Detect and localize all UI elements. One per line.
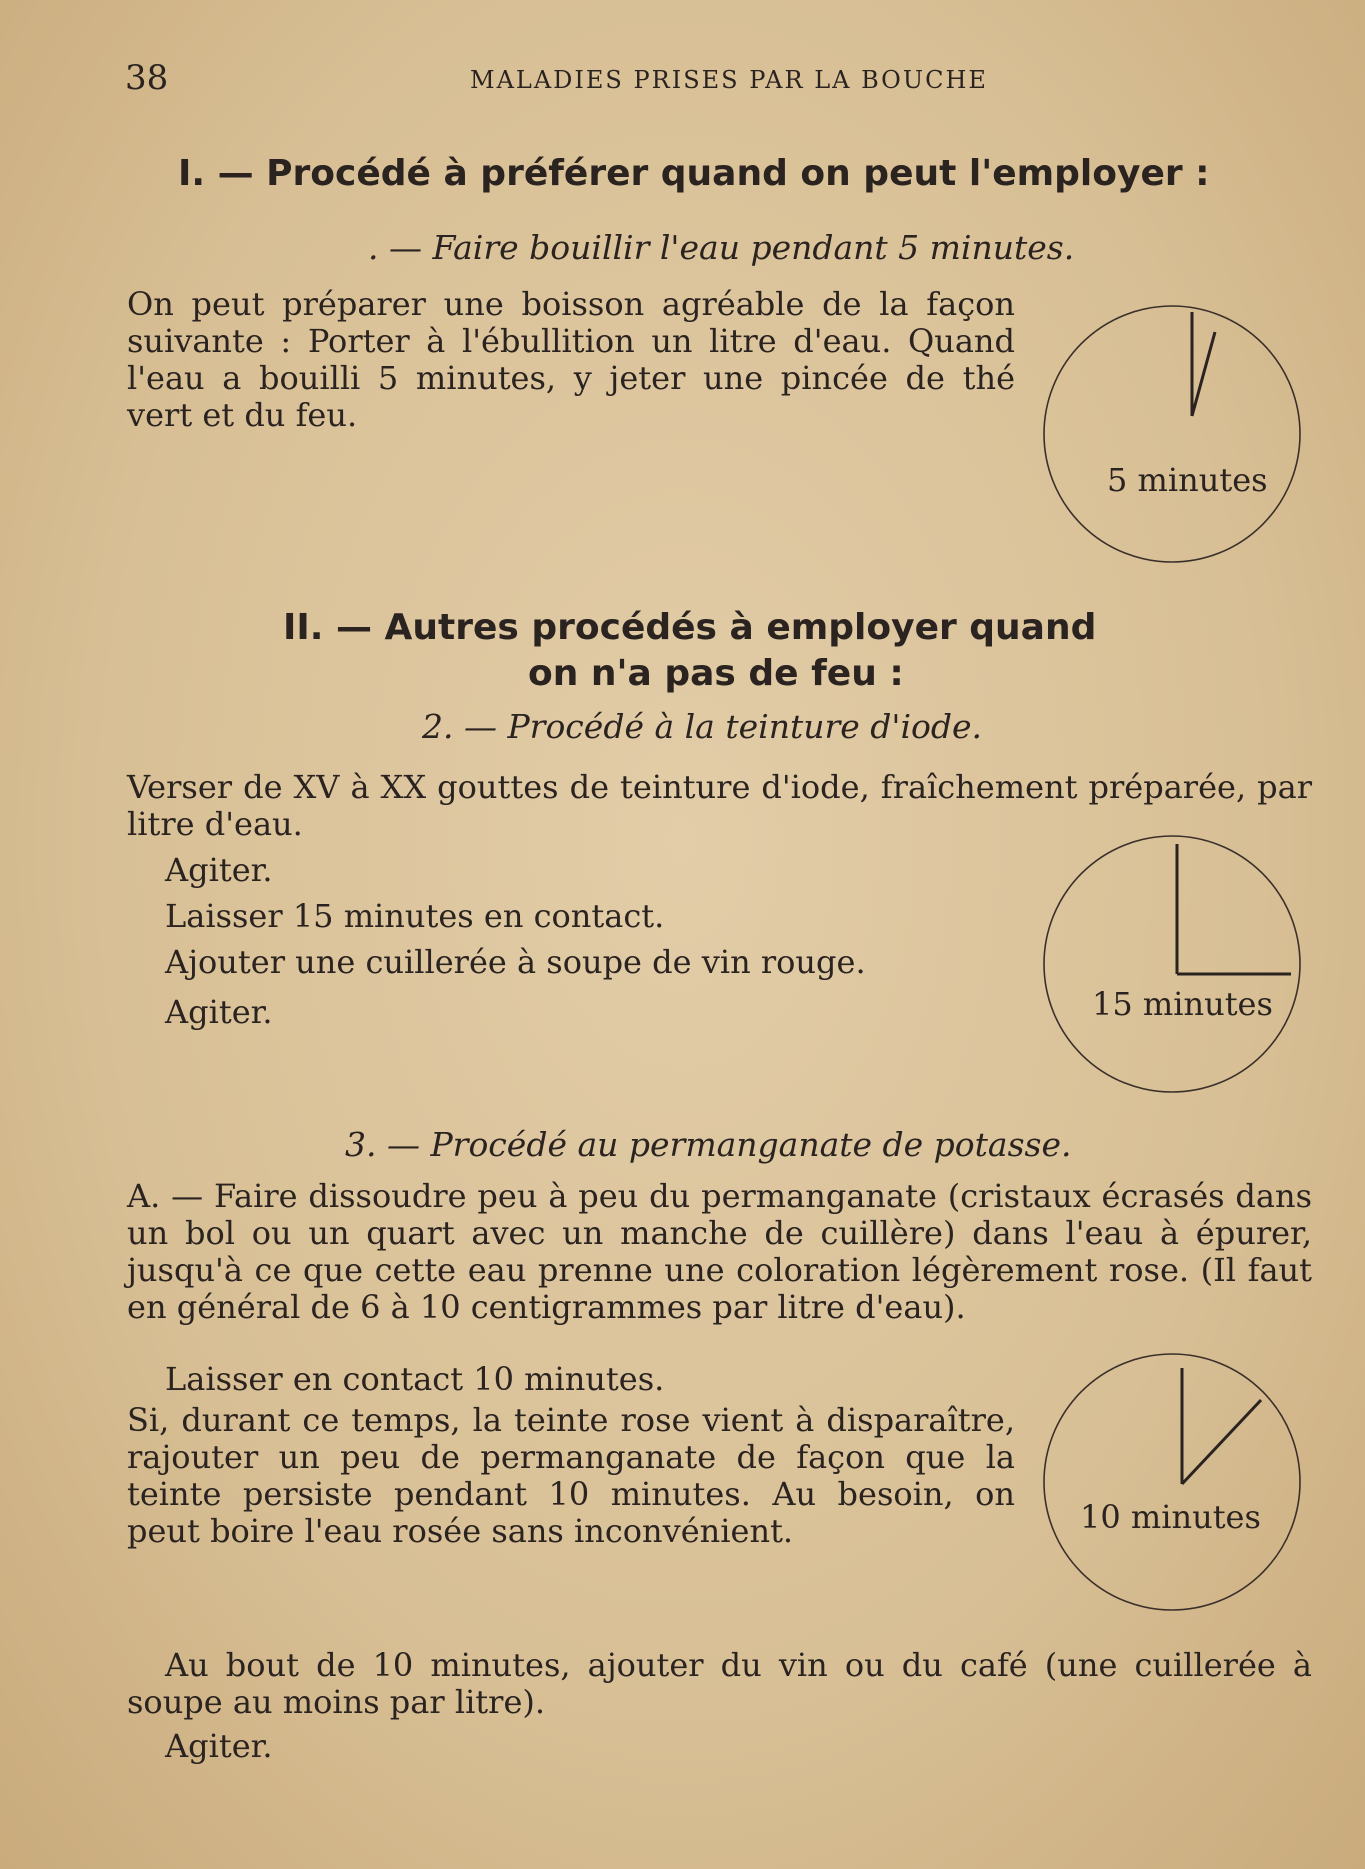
clock-5-minutes-figure	[1040, 298, 1304, 568]
step-laisser-10: Laisser en contact 10 minutes.	[165, 1360, 665, 1398]
step-agiter-1: Agiter.	[165, 851, 273, 889]
clock-10-label: 10 minutes	[1080, 1498, 1261, 1536]
clock-10-face	[1044, 1354, 1300, 1610]
clock-15-minutes-figure	[1040, 830, 1304, 1100]
section-1-heading: I. — Procédé à préférer quand on peut l'employer :	[178, 153, 1210, 194]
method-3-title: 3. — Procédé au permanganate de potasse.	[345, 1125, 1072, 1164]
clock-5-label: 5 minutes	[1107, 461, 1268, 499]
section-1-paragraph: On peut préparer une boisson agréable de la façon suivante : Porter à l'ébullition un litre d'eau. Quand l'eau a bouilli 5 minutes, y jeter une pincée de thé vert et du feu.	[127, 285, 1015, 434]
step-agiter-2: Agiter.	[165, 993, 273, 1031]
clock-15-face	[1044, 836, 1300, 1092]
section-2-paragraph: Verser de XV à XX gouttes de teinture d'iode, fraîchement préparée, par litre d'eau.	[127, 768, 1312, 843]
section-2-heading-line-2: on n'a pas de feu :	[528, 653, 904, 694]
step-laisser-15: Laisser 15 minutes en contact.	[165, 897, 665, 935]
step-ajouter-vin: Ajouter une cuillerée à soupe de vin rouge.	[165, 943, 866, 981]
method-2-title: 2. — Procédé à la teinture d'iode.	[422, 707, 983, 746]
step-agiter-final: Agiter.	[165, 1727, 273, 1765]
clock-5-minutes-svg	[1040, 298, 1304, 568]
method-1-title: . — Faire bouillir l'eau pendant 5 minutes.	[368, 228, 1075, 267]
page-number: 38	[125, 58, 169, 98]
clock-15-minutes-svg	[1040, 830, 1304, 1100]
section-2-heading-line-1: II. — Autres procédés à employer quand	[283, 607, 1097, 648]
section-3-paragraph: A. — Faire dissoudre peu à peu du permanganate (cristaux écrasés dans un bol ou un quart avec un manche de cuillère) dans l'eau à épurer, jusqu'à ce que cette eau prenne une coloration légèrement rose. (Il faut en général de 6 à 10 centigrammes par litre d'eau).	[127, 1177, 1312, 1326]
clock-10-minutes-svg	[1040, 1348, 1304, 1618]
clock-10-elapsed-hand	[1182, 1400, 1261, 1484]
running-title: MALADIES PRISES PAR LA BOUCHE	[470, 66, 988, 94]
section-3-paragraph-2: Si, durant ce temps, la teinte rose vient à disparaître, rajouter un peu de permanganate de façon que la teinte persiste pendant 10 minutes. Au besoin, on peut boire l'eau rosée sans inconvénient.	[127, 1401, 1015, 1550]
clock-10-minutes-figure	[1040, 1348, 1304, 1618]
clock-5-elapsed-hand	[1192, 332, 1215, 416]
section-3-paragraph-3: Au bout de 10 minutes, ajouter du vin ou du café (une cuillerée à soupe au moins par litre).	[127, 1646, 1312, 1721]
clock-15-label: 15 minutes	[1092, 985, 1273, 1023]
clock-5-face	[1044, 306, 1300, 562]
